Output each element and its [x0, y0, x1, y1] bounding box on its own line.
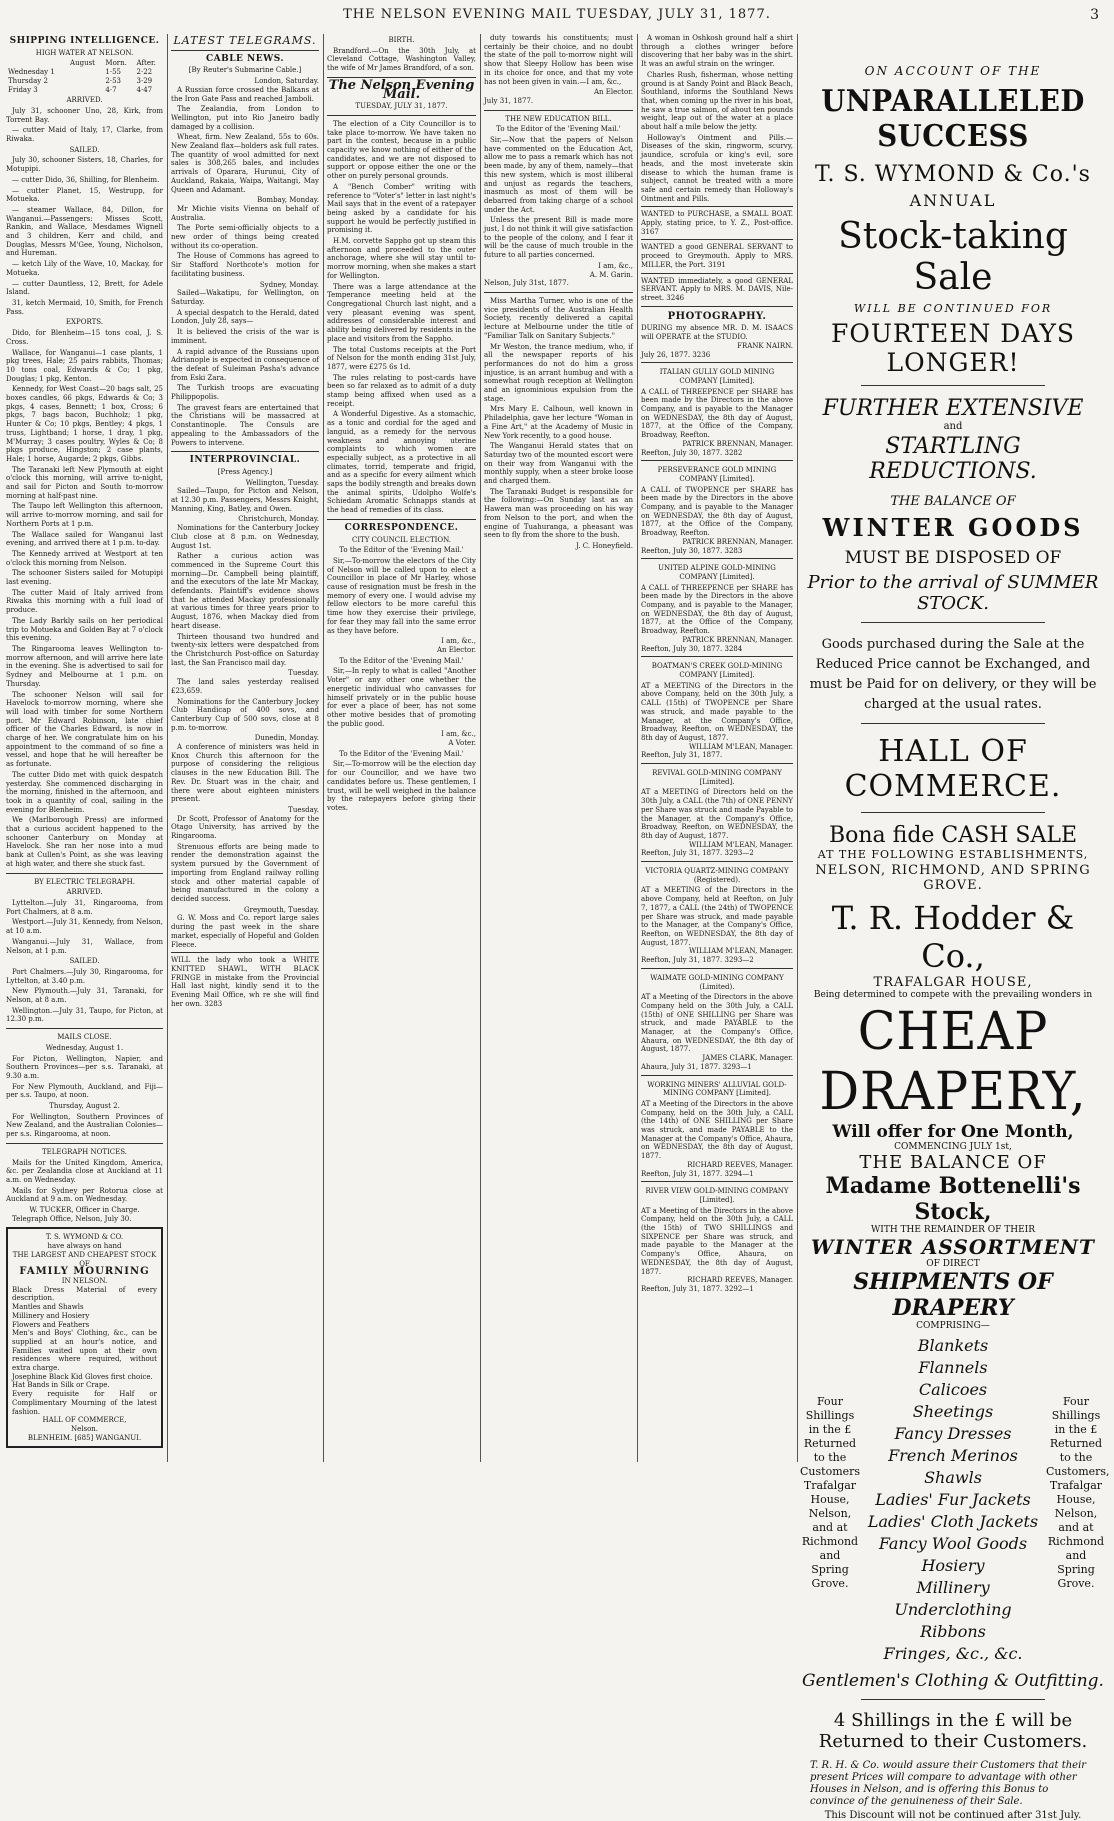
- signature: RICHARD REEVES, Manager.: [687, 1160, 793, 1169]
- ad-line: WITH THE REMAINDER OF THEIR: [871, 1225, 1035, 1235]
- ad-sidebar: Four Shillings in the £ Returned to the Customers, Trafalgar House, Nelson, and at Richmond and Spring Grove.: [1046, 1395, 1110, 1590]
- dateline: Bombay, Monday.: [257, 196, 319, 205]
- table-header: After.: [136, 59, 156, 68]
- list-item: Ladies' Fur Jackets: [875, 1490, 1031, 1509]
- ad-title: WAIMATE GOLD-MINING COMPANY (Limited).: [650, 973, 784, 991]
- interprovincial-heading: INTERPROVINCIAL.: [189, 455, 301, 466]
- dateline: Nelson, July 31st, 1877.: [484, 279, 569, 288]
- ad-line: Nelson.: [70, 1424, 99, 1433]
- paragraph: Rather a curious action was commenced in the Supreme Court this morning—Dr. Campbell being plaintiff, and the executors of the late Mr Mackay, defendants. Plaintiff's evidence shows that he attended Mackay professionally at various times for three years prior to August, 1876, when Mackay died from heart disease.: [171, 552, 319, 630]
- ad-headline: Stock-taking Sale: [838, 216, 1068, 298]
- mourning-advertisement: [6, 1227, 163, 1448]
- column-editorial: [327, 34, 476, 1462]
- ad-line: BLENHEIM. [685] WANGANUI.: [27, 1433, 142, 1442]
- ad-title: RIVER VIEW GOLD-MINING COMPANY [Limited].: [645, 1187, 789, 1204]
- dateline: July 31, 1877.: [484, 96, 534, 105]
- paragraph: Charles Rush, fisherman, whose netting ground is at Sandy Point and Black Beach, Southland, informs the Southland News that, when coming up the river in his boat, he saw a true salmon, of about ten pounds weight, leap out of the water at a place about half a mile below the jetty.: [641, 70, 793, 132]
- paragraph: Mails for the United Kingdom, America, &c. per Zealandia close at Auckland at 11 a.m. on Wednesday.: [6, 1158, 163, 1184]
- paragraph: The House of Commons has agreed to Sir Stafford Northcote's motion for facilitating business.: [171, 252, 319, 278]
- mining-notice: [641, 968, 793, 1072]
- dateline: Wellington, Tuesday.: [245, 478, 319, 487]
- telegrams-heading: LATEST TELEGRAMS.: [173, 34, 317, 47]
- paragraph: The gravest fears are entertained that the Christians will be massacred at Constantinople. The Consuls are appealing to the Ambassadors of the Powers to intervene.: [171, 403, 319, 447]
- ad-line: Prior to the arrival of SUMMER STOCK.: [807, 572, 1099, 614]
- ad-line: T. R. H. & Co. would assure their Customers that their present Prices will compare to advantage with other Houses in Nelson, and is offering this Bonus to convince of the genuineness of their Sale.: [810, 1760, 1087, 1807]
- list-item: French Merinos: [888, 1446, 1018, 1465]
- ad-line: WINTER ASSORTMENT: [811, 1235, 1095, 1259]
- wanted-ad: WANTED immediately, a good GENERAL SERVANT. Apply to MRS. M. DAVIS, Nile-street. 3246: [641, 273, 793, 303]
- paragraph: The rules relating to post-cards have been so far relaxed as to admit of a duty stamp being affixed when used as a receipt.: [327, 373, 476, 408]
- dateline: Sydney, Monday.: [259, 280, 319, 289]
- paragraph: Mr Michie visits Vienna on behalf of Australia.: [171, 204, 319, 222]
- goods-list: [860, 1335, 1046, 1665]
- column-notices: [641, 34, 793, 1462]
- paragraph: The Taupo left Wellington this afternoon, will arrive to-morrow morning, and sail for Northern Ports at 1 p.m.: [6, 502, 163, 528]
- paragraph: The cutter Maid of Italy arrived from Riwaka this morning with a full load of produce.: [6, 588, 163, 615]
- ad-headline: T. R. Hodder & Co.,: [831, 899, 1075, 975]
- mining-notice: [641, 1181, 793, 1293]
- ad-line: ON ACCOUNT OF THE: [864, 64, 1042, 78]
- column-rule: [797, 34, 798, 1462]
- paragraph: Dido, for Blenheim—15 tons coal, J. S. Cross.: [6, 329, 163, 346]
- education-heading: THE NEW EDUCATION BILL.: [505, 114, 612, 123]
- signature: W. TUCKER, Officer in Charge.: [29, 1206, 140, 1215]
- divider: [861, 1699, 1045, 1700]
- divider: [6, 1028, 163, 1029]
- divider: [327, 519, 476, 520]
- paragraph: The schooner Sisters sailed for Motupipi last evening.: [6, 569, 163, 587]
- paragraph: The Taranaki Budget is responsible for the following:—On Sunday last as an Hawera man was proceeding on his way from Nelson to the port, and when the engine of Tuahuranga, a pheasant was seen to fly from the shore to the bush.: [484, 487, 633, 540]
- paragraph: A rapid advance of the Russians upon Adrianople is expected in consequence of the defeat of Suleiman Pasha's advance from Eski Zara.: [171, 347, 319, 382]
- ad-line: Black Dress Material of every description.: [12, 1285, 157, 1303]
- ad-line: AT a MEETING of Directors held on the 30th July, a CALL (the 7th) of ONE PENNY per Share was struck and made Payable to the Manager, at the Company's Office, Broadway, Reefton, on WEDNESDAY, the 8th day of August, 1877.: [641, 788, 793, 840]
- ad-headline: FOURTEEN DAYS LONGER!: [830, 319, 1075, 377]
- paragraph: Lyttelton.—July 31, Ringarooma, from Port Chalmers, at 8 a.m.: [6, 898, 163, 916]
- ad-line: FURTHER EXTENSIVE: [822, 396, 1084, 421]
- ad-line: AT a Meeting of the Directors in the above Company, held on the 30th July, a CALL (the 14th) of ONE SHILLING per Share was struck, and made PAYABLE to the Manager at the Company's Office, Ahaura, on WEDNESDAY, the 8th day of August, 1877.: [641, 1099, 793, 1161]
- ad-line: DURING my absence MR. D. M. ISAACS will OPERATE at the STUDIO.: [641, 324, 793, 342]
- ad-line: T. S. WYMOND & Co.'s: [815, 162, 1091, 187]
- ad-line: A CALL of THREEPENCE per SHARE has been made by the Directors in the above Company, and is payable to the Manager on WEDNESDAY, the 8th day of August, 1877, at the Office of the Company, Broadway, Reefton.: [641, 387, 793, 440]
- ad-line: have always on hand: [47, 1242, 122, 1251]
- mails-date: Thursday, August 2.: [49, 1102, 120, 1111]
- table-row: Thursday 2 2·53 3·29: [8, 76, 153, 85]
- issue-date: TUESDAY, JULY 31, 1877.: [355, 102, 448, 111]
- list-item: Fringes, &c., &c.: [883, 1644, 1023, 1663]
- paragraph: G. W. Moss and Co. report large sales during the past week in the share market, especially of Hopeful and Golden Fleece.: [171, 914, 319, 949]
- paragraph: Wanganui.—July 31, Wallace, from Nelson, at 1 p.m.: [6, 937, 163, 955]
- signature: A. M. Garin.: [589, 270, 633, 279]
- signature: An Elector.: [436, 646, 476, 654]
- ad-line: THE BALANCE OF: [859, 1152, 1047, 1173]
- ad-line: Josephine Black Kid Gloves first choice.: [12, 1372, 153, 1381]
- column-telegrams: [171, 34, 319, 1462]
- paragraph: The Lady Barkly sails on her periodical trip to Motueka and Golden Bay at 7 o'clock this evening.: [6, 616, 163, 643]
- ad-line: A CALL of THREEPENCE per SHARE has been made by the Directors in the above Company, and is payable to the Manager, on WEDNESDAY, the 8th day of August, 1877, at the Office of the Company, Broadway, Reefton.: [641, 583, 793, 636]
- mining-notice: [641, 763, 793, 858]
- ad-line: COMMENCING JULY 1st,: [894, 1142, 1012, 1152]
- ad-line: AT a Meeting of the Directors in the above Company, held on the 30th July, a CALL (the 15th) of TWO SHILLINGS and SIXPENCE per Share was struck, and made payable to the Manager at the Company's Office, Ahaura, on WEDNESDAY, the 8th day of August, 1877.: [641, 1206, 793, 1276]
- divider: [484, 292, 633, 293]
- ad-line: Goods purchased during the Sale at the Reduced Price cannot be Exchanged, and must be Paid for on delivery, or they will be charged at the usual rates.: [809, 637, 1097, 712]
- wanted-ad: WANTED a good GENERAL SERVANT to proceed to Greymouth. Apply to MRS. MILLER, the Port. 3191: [641, 239, 793, 269]
- signature: PATRICK BRENNAN, Manager.: [682, 635, 793, 644]
- divider: [861, 723, 1045, 724]
- divider: [6, 873, 163, 874]
- mining-notice: [641, 460, 793, 555]
- list-item: Sheetings: [912, 1402, 994, 1421]
- mails-heading: MAILS CLOSE.: [57, 1033, 112, 1042]
- letter-address: To the Editor of the 'Evening Mail.': [339, 546, 464, 555]
- paragraph: July 31, schooner Uno, 28, Kirk, from Torrent Bay.: [6, 106, 163, 124]
- mining-notice: [641, 656, 793, 760]
- signature: J. C. Honeyfield.: [576, 541, 633, 550]
- mining-notice: [641, 558, 793, 653]
- paragraph: Sir,—To-morrow will be the election day for our Councillor, and we have two candidates before us. These gentlemen, I trust, will be well weighed in the balance by the ratepayers before giving their votes.: [327, 760, 476, 812]
- nameplate: The Nelson Evening Mail.: [328, 77, 475, 102]
- ad-line: AT a Meeting of the Directors in the above Company held on the 30th July, a CALL (15th) of ONE SHILLING per Share was struck, and made PAYABLE to the Manager, at the Company's Office, Ahaura, on WEDNESDAY, the 8th day of August, 1877.: [641, 993, 793, 1054]
- letter-address: To the Editor of the 'Evening Mail.': [496, 125, 621, 134]
- ad-line: HALL OF COMMERCE,: [42, 1416, 127, 1425]
- ad-line: Millinery and Hosiery: [12, 1311, 90, 1320]
- paragraph: Port Chalmers.—July 30, Ringarooma, for Lyttelton, at 3.40 p.m.: [6, 967, 163, 985]
- list-item: Underclothing: [894, 1600, 1012, 1619]
- ad-headline: HALL OF COMMERCE.: [844, 734, 1062, 804]
- dateline: Reefton, July 31, 1877.: [641, 751, 723, 760]
- masthead: [0, 0, 1114, 30]
- paragraph: The total Customs receipts at the Port of Nelson for the month ending 31st July, 1877, were £275 6s 1d.: [327, 345, 476, 371]
- dateline: Greymouth, Tuesday.: [244, 905, 319, 914]
- paragraph: The land sales yesterday realised £23,659.: [171, 678, 319, 695]
- signature: I am, &c.,: [441, 637, 476, 646]
- list-item: Fancy Wool Goods: [878, 1534, 1028, 1553]
- letter-address: To the Editor of the 'Evening Mail.': [339, 749, 464, 758]
- ad-line: WILL BE CONTINUED FOR: [853, 302, 1053, 315]
- paragraph: Sailed—Wakatipu, for Wellington, on Saturday.: [171, 289, 319, 306]
- dateline: Dunedin, Monday.: [254, 734, 319, 743]
- paragraph: Mrs Mary E. Calhoun, well known in Philadelphia, gave her lecture "Woman in a Fine Art," at the Academy of Music in New York recently, to a good house.: [484, 405, 633, 440]
- ad-line: ANNUAL: [909, 191, 997, 210]
- paragraph: July 30, schooner Sisters, 18, Charles, for Motupipi.: [6, 156, 163, 174]
- paragraph: The Wallace sailed for Wanganui last evening, and arrived there at 1 p.m. to-day.: [6, 530, 163, 548]
- ad-line: THE LARGEST AND CHEAPEST STOCK OF: [12, 1250, 157, 1268]
- paragraph: The Ringarooma leaves Wellington to-morrow afternoon, and will arrive here late in the evening. She is advertised to sail for Sydney and Melbourne at 1 p.m. on Thursday.: [6, 645, 163, 688]
- photography-ad: [641, 306, 793, 360]
- dateline: July 26, 1877. 3236: [641, 350, 711, 359]
- telegraph-arrived-heading: ARRIVED.: [66, 888, 103, 897]
- dateline: London, Saturday.: [254, 77, 319, 86]
- ad-line: 4 Shillings in the £ will be Returned to their Customers.: [818, 1710, 1088, 1752]
- ad-line: SHIPMENTS OF DRAPERY: [853, 1269, 1053, 1321]
- paragraph: For New Plymouth, Auckland, and Fiji—per s.s. Taupo, at noon.: [6, 1082, 163, 1100]
- column-rule: [480, 34, 481, 1462]
- paragraph: A Russian force crossed the Balkans at the Iron Gate Pass and reached Jamboli.: [171, 85, 319, 103]
- telegraph-sailed-heading: SAILED.: [69, 957, 100, 966]
- ad-line: AT THE FOLLOWING ESTABLISHMENTS,: [817, 848, 1089, 861]
- paragraph: 31, ketch Mermaid, 10, Smith, for French Pass.: [6, 298, 163, 316]
- ad-line: T. S. WYMOND & CO.: [45, 1233, 124, 1242]
- arrived-heading: ARRIVED.: [66, 96, 103, 105]
- paragraph: — cutter Maid of Italy, 17, Clarke, from Riwaka.: [6, 126, 163, 144]
- paragraph: Nominations for the Canterbury Jockey Club close at 8 p.m. on Wednesday, August 1st.: [171, 524, 319, 550]
- dateline: Reefton, July 30, 1877. 3284: [641, 644, 743, 653]
- telegraph-heading: BY ELECTRIC TELEGRAPH.: [34, 877, 135, 886]
- divider: [861, 812, 1045, 813]
- ad-headline: CHEAP DRAPERY,: [819, 1002, 1087, 1122]
- paragraph: Thirteen thousand two hundred and twenty-six letters were despatched from the Christchurch Post-office on Saturday last, the San Francisco mail day.: [171, 632, 319, 667]
- list-item: Shawls: [924, 1468, 982, 1487]
- byline: [Press Agency.]: [217, 467, 273, 476]
- ad-title: PERSEVERANCE GOLD MINING COMPANY [Limited].: [657, 466, 777, 483]
- paragraph: Sailed—Taupo, for Picton and Nelson, at 12.30 p.m. Passengers, Messrs Knight, Manning, King, Batley, and Owen.: [171, 487, 319, 513]
- high-water-heading: HIGH WATER AT NELSON.: [35, 48, 134, 57]
- signature: FRANK NAIRN.: [737, 341, 793, 350]
- paragraph: duty towards his constituents; must certainly be their choice, and no doubt the state of the poll to-morrow night will show that Sleepy Hollow has been wise in its choice for once, and that my vote has not been given in vain.—I am, &c.,: [484, 34, 633, 86]
- signature: WILLIAM M'LEAN, Manager.: [689, 947, 793, 956]
- byline: [By Reuter's Submarine Cable.]: [188, 66, 302, 75]
- paragraph: Sir,—To-morrow the electors of the City of Nelson will be called upon to elect a Councillor in place of Mr Harley, whose cause of resignation must be fresh in the memory of every one. I would advise my fellow electors to be more careful this time how they exercise their privilege, for fear they may fall into the same error as they have before.: [327, 556, 476, 635]
- paragraph: The Kennedy arrived at Westport at ten o'clock this morning from Nelson.: [6, 549, 163, 567]
- ad-headline: UNPARALLELED SUCCESS: [821, 84, 1085, 154]
- dateline: Reefton, July 31, 1877. 3294—1: [641, 1169, 754, 1178]
- table-header: Morn.: [105, 59, 127, 68]
- dateline: Ahaura, July 31, 1877. 3293—1: [641, 1062, 752, 1071]
- paragraph: Holloway's Ointment and Pills.—Diseases of the skin, ringworm, scurvy, jaundice, scrofula or king's evil, sore heads, and the most inveterate skin disease to which the human frame is subject, cannot be treated with a more safe and certain remedy than Holloway's Ointment and Pills.: [641, 133, 793, 203]
- paragraph: Mr Weston, the trance medium, who, if all the newspaper reports of his performances do not do him a gross injustice, is an arrant humbug and with a somewhat rough reception at Wellington and an ignominious expulsion from the stage.: [484, 342, 633, 403]
- paragraph: The Wanganui Herald states that on Saturday two of the mounted escort were on their way from Wanganui with the monthly supply, when a steer broke loose and charged them.: [484, 442, 633, 486]
- divider: [6, 1143, 163, 1144]
- paragraph: The cutter Dido met with quick despatch yesterday. She commenced discharging in the morning, finished in the afternoon, and took in a quantity of coal, sailing in the evening for Blenheim.: [6, 770, 163, 814]
- ad-title: FAMILY MOURNING: [19, 1266, 150, 1278]
- ad-line: OF DIRECT: [926, 1259, 980, 1269]
- ad-line: AT a MEETING of the Directors in the above Company, held at Reefton, on July 7, 1877, a CALL (the 24th) of TWOPENCE per Share was struck, and made payable to the Manager, at the Company's Office, Reefton, on WEDNESDAY, the 8th day of August, 1877.: [641, 886, 793, 947]
- list-item: Ladies' Cloth Jackets: [867, 1512, 1039, 1531]
- correspondence-heading: CORRESPONDENCE.: [344, 522, 459, 533]
- ad-line: TRAFALGAR HOUSE,: [873, 975, 1033, 990]
- high-water-table: [6, 59, 163, 94]
- ad-line: Every requisite for Half or Complimentary Mourning of the latest fashion.: [12, 1390, 157, 1416]
- paragraph: — steamer Wallace, 84, Dillon, for Wanganui.—Passengers: Misses Scott, Rankin, and Wallace, Mesdames Wignell and 3 children, Kerr and child, and Douglas, Messrs M'Gee, Young, Nicholson, and Hureman.: [6, 205, 163, 258]
- ad-title: REVIVAL GOLD-MINING COMPANY [Limited].: [652, 769, 782, 786]
- wanted-ad: WANTED to PURCHASE, a SMALL BOAT. Apply, stating price, to Y. Z., Post-office. 3167: [641, 206, 793, 236]
- paragraph: A woman in Oshkosh ground half a shirt through a clothes wringer before discovering that her baby was in the shirt. It was an awful strain on the wringer.: [641, 34, 793, 69]
- signature: PATRICK BRENNAN, Manager.: [682, 439, 793, 448]
- list-item: Millinery: [916, 1578, 990, 1597]
- ad-line: COMPRISING—: [916, 1321, 990, 1331]
- divider: [861, 385, 1045, 386]
- paragraph: Mails for Sydney per Rotorua close at Auckland at 9 a.m. on Wednesday.: [6, 1186, 163, 1204]
- paragraph: The Turkish troops are evacuating Philippopolis.: [171, 384, 319, 402]
- dateline: Reefton, July 30, 1877. 3283: [641, 546, 743, 555]
- divider: [861, 622, 1045, 623]
- paragraph: Wheat, firm. New Zealand, 55s to 60s. New Zealand flax—holders ask full rates. The quantity of wool admitted for next sales is 308,265 bales, and includes arrivals of Oparara, Hurunui, City of Auckland, Rakaia, Waipa, Waitangi, May Queen and Adamant.: [171, 133, 319, 194]
- paragraph: The Zealandia, from London to Wellington, put into Rio Janeiro badly damaged by a collision.: [171, 105, 319, 131]
- paragraph: It is believed the crisis of the war is imminent.: [171, 328, 319, 345]
- paragraph: The Porte semi-officially objects to a new order of things being created without its co-operation.: [171, 224, 319, 250]
- paragraph: There was a large attendance at the Temperance meeting held at the Congregational Church last night, and a very pleasant evening was spent, addresses of considerable interest and ability being delivered by residents in the place and visitors from the Sappho.: [327, 282, 476, 343]
- masthead-title: THE NELSON EVENING MAIL TUESDAY, JULY 31, 1877.: [343, 7, 771, 22]
- table-header: August: [70, 59, 95, 68]
- signature: PATRICK BRENNAN, Manager.: [682, 537, 793, 546]
- signature: RICHARD REEVES, Manager.: [687, 1276, 793, 1285]
- paragraph: — cutter Planet, 15, Westrupp, for Motueka.: [6, 186, 163, 204]
- dateline: Reefton, July 31, 1877. 3293—2: [641, 956, 754, 965]
- dateline: Tuesday.: [288, 805, 319, 814]
- signature: WILLIAM M'LEAN, Manager.: [689, 742, 793, 751]
- paragraph: Telegraph Office, Nelson, July 30.: [12, 1214, 132, 1223]
- signature: I am, &c.,: [598, 261, 633, 270]
- letter-address: To the Editor of the 'Evening Mail.': [339, 656, 464, 665]
- mining-notice: [641, 362, 793, 457]
- signature: An Elector.: [593, 88, 633, 97]
- ad-line: IN NELSON.: [61, 1277, 108, 1285]
- paragraph: A special despatch to the Herald, dated London, July 28, says—: [171, 308, 319, 326]
- paragraph: The schooner Nelson will sail for Havelock to-morrow morning, where she will load with timber for some Northern port. Mr Edward Robinson, late chief officer of the Charles Edward, is now in charge of her. We congratulate him on his appointment to the command of so fine a vessel, and hope that he will hereafter be as fortunate.: [6, 690, 163, 769]
- ad-title: ITALIAN GULLY GOLD MINING COMPANY [Limited].: [659, 368, 775, 385]
- paragraph: Miss Martha Turner, who is one of the vice presidents of the Australian Health Society, recently delivered a capital lecture at Melbourne under the title of "Familiar Talk on Sanitary Subjects.": [484, 296, 633, 340]
- goods-list-section: [800, 1335, 1110, 1665]
- paragraph: Wallace, for Wanganui—1 case plants, 1 pkg trees, Hale; 25 pairs rabbits, Thomas; 10 tons coal, Edwards & Co; 1 pkg, Douglas; 1 pkg, Kenton.: [6, 348, 163, 383]
- ad-line: Flowers and Feathers: [12, 1320, 90, 1329]
- page-number: 3: [1090, 7, 1100, 23]
- paragraph: The election of a City Councillor is to take place to-morrow. We have taken no part in the contest, because in a public capacity we know nothing of either of the candidates, and we are not disposed to support or oppose either the one or the other on purely personal grounds.: [327, 119, 476, 181]
- table-row: Wednesday 1 1·55 2·22: [8, 68, 153, 77]
- ad-headline: WINTER GOODS: [822, 513, 1084, 542]
- divider: [327, 115, 476, 116]
- list-item: Flannels: [918, 1358, 988, 1377]
- ad-headline: Madame Bottenelli's Stock,: [825, 1173, 1081, 1225]
- exports-heading: EXPORTS.: [65, 318, 104, 327]
- column-rule: [637, 34, 638, 1462]
- shipping-heading: SHIPPING INTELLIGENCE.: [9, 36, 160, 46]
- paragraph: Wellington.—July 31, Taupo, for Picton, at 12.30 p.m.: [6, 1006, 163, 1024]
- ad-line: MUST BE DISPOSED OF: [844, 548, 1062, 568]
- dateline: Reefton, July 31, 1877. 3293—2: [641, 849, 754, 858]
- ad-line: Mantles and Shawls: [12, 1303, 84, 1312]
- birth-heading: BIRTH.: [388, 36, 415, 44]
- paragraph: A "Bench Comber" writing with reference to "Voter's" letter in last night's Mail says that in the event of a ratepayer being asked by a candidate for his support he would be perfectly justified in promising it.: [327, 182, 476, 235]
- paragraph: A Wonderful Digestive. As a stomachic, as a tonic and cordial for the aged and languid, as a remedy for the nervous weakness and annoying uterine complaints to which women are especially subject, as a protective in all climates, torrid, temperate and frigid, and as a specific for every ailment which saps the bodily strength and breaks down the animal spirits, Udolpho Wolfe's Schiedam Aromatic Schnapps stands at the head of remedies of its class.: [327, 410, 476, 515]
- mining-notice: [641, 861, 793, 965]
- paragraph: Westport.—July 31, Kennedy, from Nelson, at 10 a.m.: [6, 918, 163, 936]
- ad-line: NELSON, RICHMOND, AND SPRING GROVE.: [815, 863, 1091, 893]
- paragraph: For Wellington, Southern Provinces of New Zealand, and the Australian Colonies—per s.s. Ringarooma, at noon.: [6, 1112, 163, 1139]
- signature: WILLIAM M'LEAN, Manager.: [689, 840, 793, 849]
- ad-line: Gentlemen's Clothing & Outfitting.: [802, 1671, 1104, 1691]
- paragraph: — ketch Lily of the Wave, 10, Mackay, for Motueka.: [6, 260, 163, 277]
- ad-line: THE BALANCE OF: [890, 494, 1016, 509]
- dateline: Reefton, July 30, 1877. 3282: [641, 448, 743, 457]
- list-item: Ribbons: [920, 1622, 986, 1641]
- column-rule: [323, 34, 324, 1462]
- ad-title: WORKING MINERS' ALLUVIAL GOLD-MINING COMPANY [Limited].: [647, 1080, 787, 1098]
- signature: JAMES CLARK, Manager.: [702, 1054, 793, 1063]
- list-item: Calicoes: [918, 1380, 988, 1399]
- mails-date: Wednesday, August 1.: [45, 1043, 124, 1052]
- ad-line: Will offer for One Month,: [832, 1122, 1074, 1142]
- column-rule: [167, 34, 168, 1462]
- paragraph: — cutter Dido, 36, Shilling, for Blenheim.: [12, 175, 160, 184]
- paragraph: For Picton, Wellington, Napier, and Southern Provinces—per s.s. Taranaki, at 9.30 a.m.: [6, 1054, 163, 1080]
- paragraph: H.M. corvette Sappho got up steam this afternoon and proceeded to the outer anchorage, where she will stay until to-morrow morning, when she makes a start for Wellington.: [327, 237, 476, 280]
- column-letters: [484, 34, 633, 1462]
- paragraph: Sir,—In reply to what is called "Another Voter" or any other one whether the energetic individual who canvasses for himself privately or in the public house for ever a place of beer, has not some other motive besides that of promoting the public good.: [327, 667, 476, 728]
- ad-line: This Discount will not be continued after 31st July.: [824, 1810, 1082, 1821]
- ad-line: Bona fide CASH SALE: [828, 823, 1078, 848]
- dateline: Christchurch, Monday.: [238, 515, 319, 524]
- ad-line: STARTLING REDUCTIONS.: [869, 434, 1037, 484]
- wymond-hodder-advertisement: [800, 34, 1110, 1821]
- lost-shawl-notice: WILL the lady who took a WHITE KNITTED SHAWL, WITH BLACK FRINGE in mistake from the Provincial Hall last night, kindly send it to the Evening Mail Office, wh re she will find her own. 3283: [171, 952, 319, 1008]
- divider: [171, 451, 319, 452]
- signature: I am, &c.,: [441, 730, 476, 739]
- ad-title: PHOTOGRAPHY.: [667, 310, 767, 322]
- paragraph: Nominations for the Canterbury Jockey Club Handicap of 400 sovs, and Canterbury Cup of 500 sovs, close at 8 p.m. to-morrow.: [171, 697, 319, 732]
- ad-title: BOATMAN'S CREEK GOLD-MINING COMPANY [Limited].: [651, 662, 783, 679]
- dateline: Tuesday.: [288, 669, 319, 678]
- ad-line: and: [943, 421, 963, 432]
- paragraph: We (Marlborough Press) are informed that a curious accident happened to the schooner Canterbury on Monday at Havelock. She ran her nose into a mud bank at Cullen's Point, as she was leaving at high water, and there she stuck fast.: [6, 816, 163, 868]
- paragraph: Sir,—Now that the papers of Nelson have commented on the Education Act, allow me to pass a remark which has not been made, by any of them, namely—that this new system, which is most illiberal and unjust as regards the teachers, inasmuch as most of them will be debarred from taking charge of a school under the Act.: [484, 136, 633, 214]
- divider: [484, 110, 633, 111]
- paragraph: Kennedy, for West Coast—20 bags salt, 25 boxes candles, 66 pkgs, Edwards & Co; 3 pkgs, 4 cases, Bennett; 1 box, Cross; 6 pkgs, 7 bags bacon, Buchholz; 1 pkg, Hunter & Co; 10 pkgs, Bentley; 4 pkgs, 1 truss, Lightband; 1 horse, 1 dray, 1 pkg, M'Murray; 3 cases poultry, Wyles & Co; 8 pkgs produce, Hingston; 2 case plants, Hale; 1 horse, Augarde; 2 pkgs, Gibbs.: [6, 385, 163, 463]
- dateline: Reefton, July 31, 1877. 3292—1: [641, 1285, 754, 1293]
- ad-line: A CALL of TWOPENCE per SHARE has been made by the Directors in the above Company, and is payable to the Manager on WEDNESDAY, the 8th day of August, 1877, at the Office of the Company, Broadway, Reefton.: [641, 485, 793, 538]
- signature: A Voter.: [448, 739, 476, 748]
- cable-heading: CABLE NEWS.: [205, 53, 285, 64]
- mining-notice: [641, 1075, 793, 1179]
- ad-title: VICTORIA QUARTZ-MINING COMPANY (Registered).: [645, 867, 789, 884]
- correspondence-subheading: CITY COUNCIL ELECTION.: [351, 535, 452, 544]
- divider: [171, 50, 319, 51]
- paragraph: A conference of ministers was held in Knox Church this afternoon for the purpose of considering the religious clauses in the new Education Bill. The Rev. Dr. Stuart was in the chair, and there were about eighteen ministers present.: [171, 743, 319, 804]
- ad-line: AT a MEETING of the Directors in the above Company, held on the 30th July, a CALL (15th) of TWOPENCE per Share was struck, and made payable to the Manager, at the Company's Office, Broadway, Reefton, on WEDNESDAY, the 8th day of August, 1877.: [641, 681, 793, 742]
- ad-line: Hat Bands in Silk or Crape.: [12, 1381, 110, 1390]
- paragraph: Dr Scott, Professor of Anatomy for the Otago University, has arrived by the Ringarooma.: [171, 814, 319, 841]
- ad-line: Men's and Boys' Clothing, &c., can be supplied at an hour's notice, and Families waited upon at their own residences where required, without extra charge.: [12, 1329, 157, 1373]
- paragraph: Strenuous efforts are being made to render the demonstration against the system pursued by the Government of importing from England railway rolling stock and other material capable of being manufactured in the colony a decided success.: [171, 842, 319, 903]
- paragraph: Unless the present Bill is made more just, I do not think it will give satisfaction to the people of the colony, and I fear it will be the cause of much trouble in the future to all parties concerned.: [484, 216, 633, 260]
- sailed-heading: SAILED.: [69, 145, 100, 154]
- paragraph: — cutter Dauntless, 12, Brett, for Adele Island.: [6, 279, 163, 297]
- list-item: Fancy Dresses: [894, 1424, 1012, 1443]
- paragraph: New Plymouth.—July 31, Taranaki, for Nelson, at 8 a.m.: [6, 987, 163, 1005]
- list-item: Blankets: [917, 1336, 989, 1355]
- paragraph: The Taranaki left New Plymouth at eight o'clock this morning, will arrive to-night, and sail for Picton and South to-morrow morning at half-past nine.: [6, 465, 163, 500]
- paragraph: Brandford.—On the 30th July, at Cleveland Cottage, Washington Valley, the wife of Mr James Brandford, of a son.: [327, 46, 476, 73]
- ad-sidebar: Four Shillings in the £ Returned to the Customers Trafalgar House, Nelson, and at Richmond and Spring Grove.: [800, 1395, 861, 1590]
- column-shipping: [6, 34, 163, 1462]
- ad-title: UNITED ALPINE GOLD-MINING COMPANY [Limited].: [658, 564, 776, 581]
- ad-line: Being determined to compete with the prevailing wonders in: [813, 990, 1093, 1000]
- telegraph-notices-heading: TELEGRAPH NOTICES.: [41, 1147, 128, 1156]
- list-item: Hosiery: [921, 1556, 985, 1575]
- table-row: Friday 3 4·7 4·47: [8, 85, 153, 94]
